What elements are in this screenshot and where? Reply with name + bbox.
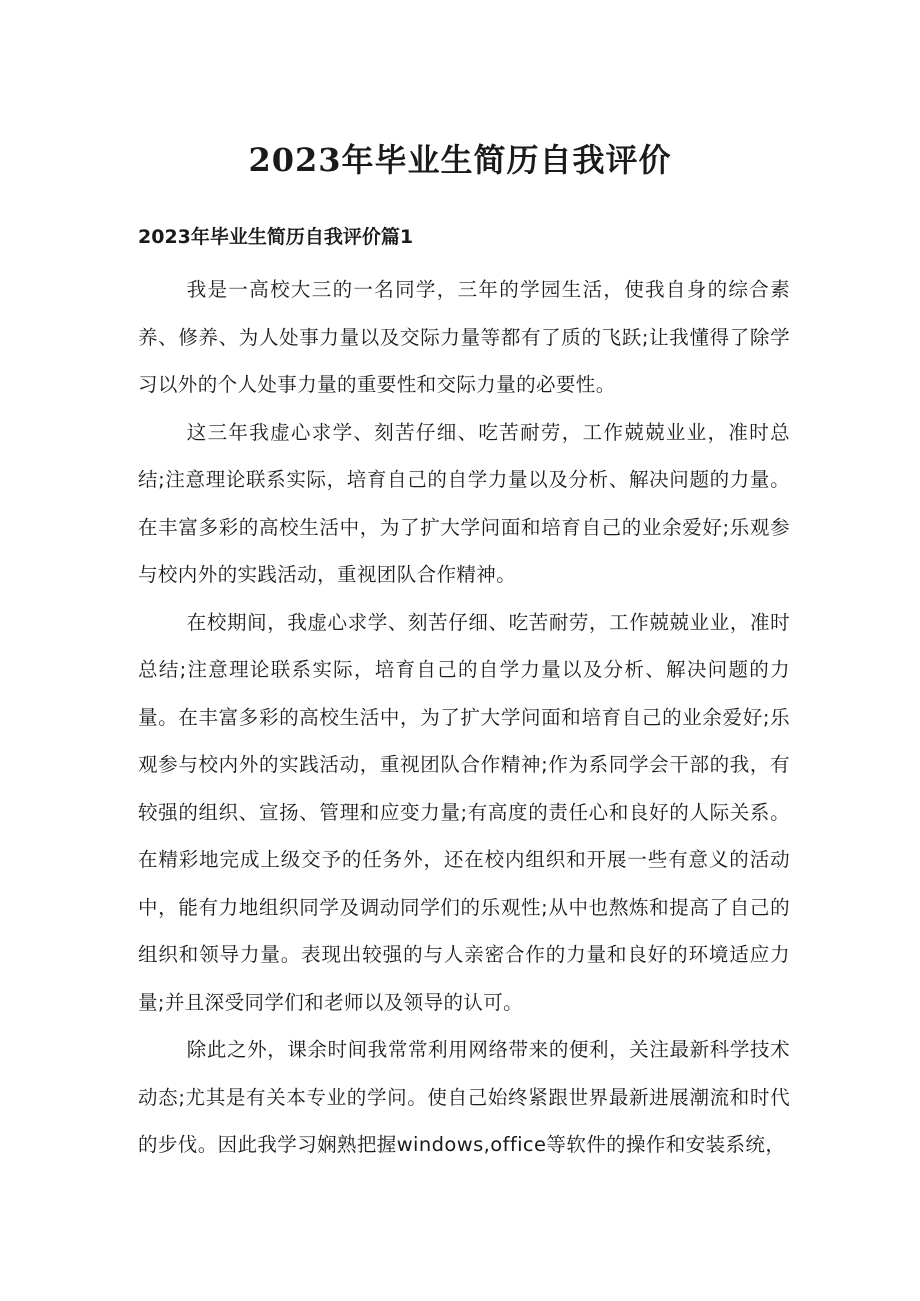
paragraph-3: 在校期间，我虚心求学、刻苦仔细、吃苦耐劳，工作兢兢业业，准时总结;注意理论联系实际，培育自己的自学力量以及分析、解决问题的力量。在丰富多彩的高校生活中，为了扩大学问面和培育自己的业余爱好;乐观参与校内外的实践活动，重视团队合作精神;作为系同学会干部的我，有较强的组织、宣扬、管理和应变力量;有高度的责任心和良好的人际关系。在精彩地完成上级交予的任务外，还在校内组织和开展一些有意义的活动中，能有力地组织同学及调动同学们的乐观性;从中也熬炼和提高了自己的组织和领导力量。表现出较强的与人亲密合作的力量和良好的环境适应力量;并且深受同学们和老师以及领导的认可。 — [138, 610, 790, 1014]
paragraph-4: 除此之外，课余时间我常常利用网络带来的便利，关注最新科学技术动态;尤其是有关本专业的学问。使自己始终紧跟世界最新进展潮流和时代的步伐。因此我学习娴熟把握windows,office等软件的操作和安装系统， — [138, 1038, 790, 1156]
document-title: 2023年毕业生简历自我评价 — [248, 141, 672, 179]
paragraph-2: 这三年我虚心求学、刻苦仔细、吃苦耐劳，工作兢兢业业，准时总结;注意理论联系实际，培育自己的自学力量以及分析、解决问题的力量。在丰富多彩的高校生活中，为了扩大学问面和培育自己的业余爱好;乐观参与校内外的实践活动，重视团队合作精神。 — [138, 420, 790, 586]
section-heading: 2023年毕业生简历自我评价篇1 — [138, 226, 414, 248]
document-body — [138, 266, 790, 1169]
paragraph-1: 我是一高校大三的一名同学，三年的学园生活，使我自身的综合素养、修养、为人处事力量以及交际力量等都有了质的飞跃;让我懂得了除学习以外的个人处事力量的重要性和交际力量的必要性。 — [138, 278, 790, 396]
